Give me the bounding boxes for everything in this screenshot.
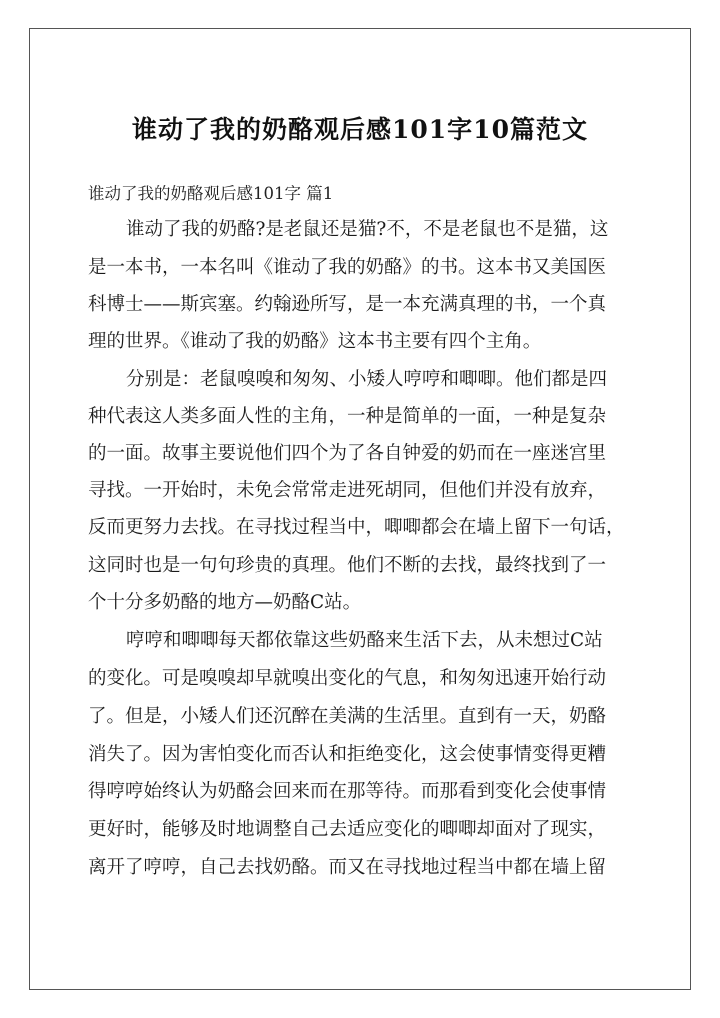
- page-border: [29, 28, 691, 990]
- paragraph-line: 离开了哼哼，自己去找奶酪。而又在寻找地过程当中都在墙上留: [88, 857, 607, 878]
- paragraph-line: 种代表这人类多面人性的主角，一种是简单的一面，一种是复杂: [88, 406, 607, 427]
- paragraph-line: 是一本书，一本名叫《谁动了我的奶酪》的书。这本书又美国医: [88, 257, 607, 278]
- paragraph-line: 分别是：老鼠嗅嗅和匆匆、小矮人哼哼和唧唧。他们都是四: [126, 369, 608, 390]
- paragraph-line: 理的世界。《谁动了我的奶酪》这本书主要有四个主角。: [88, 331, 542, 352]
- paragraph-line: 哼哼和唧唧每天都依靠这些奶酪来生活下去，从未想过C站: [126, 630, 603, 651]
- paragraph-line: 谁动了我的奶酪?是老鼠还是猫?不，不是老鼠也不是猫，这: [126, 219, 609, 240]
- paragraph-line: 个十分多奶酪的地方—奶酪C站。: [88, 592, 362, 613]
- paragraph-line: 科博士——斯宾塞。约翰逊所写，是一本充满真理的书，一个真: [88, 294, 607, 315]
- paragraph-line: 寻找。一开始时，未免会常常走进死胡同，但他们并没有放弃，: [88, 480, 607, 501]
- paragraph-line: 这同时也是一句句珍贵的真理。他们不断的去找，最终找到了一: [88, 555, 607, 576]
- paragraph-line: 的一面。故事主要说他们四个为了各自钟爱的奶而在一座迷宫里: [88, 443, 607, 464]
- paragraph-line: 了。但是，小矮人们还沉醉在美满的生活里。直到有一天，奶酪: [88, 706, 607, 727]
- paragraph-line: 更好时，能够及时地调整自己去适应变化的唧唧却面对了现实，: [88, 819, 607, 840]
- document-title: 谁动了我的奶酪观后感101字10篇范文: [132, 115, 588, 144]
- paragraph-line: 反而更努力去找。在寻找过程当中，唧唧都会在墙上留下一句话，: [88, 517, 625, 538]
- paragraph-line: 消失了。因为害怕变化而否认和拒绝变化，这会使事情变得更糟: [88, 744, 607, 765]
- paragraph-line: 得哼哼始终认为奶酪会回来而在那等待。而那看到变化会使事情: [88, 781, 607, 802]
- paragraph-line: 的变化。可是嗅嗅却早就嗅出变化的气息，和匆匆迅速开始行动: [88, 668, 607, 689]
- section-heading: 谁动了我的奶酪观后感101字 篇1: [88, 184, 334, 203]
